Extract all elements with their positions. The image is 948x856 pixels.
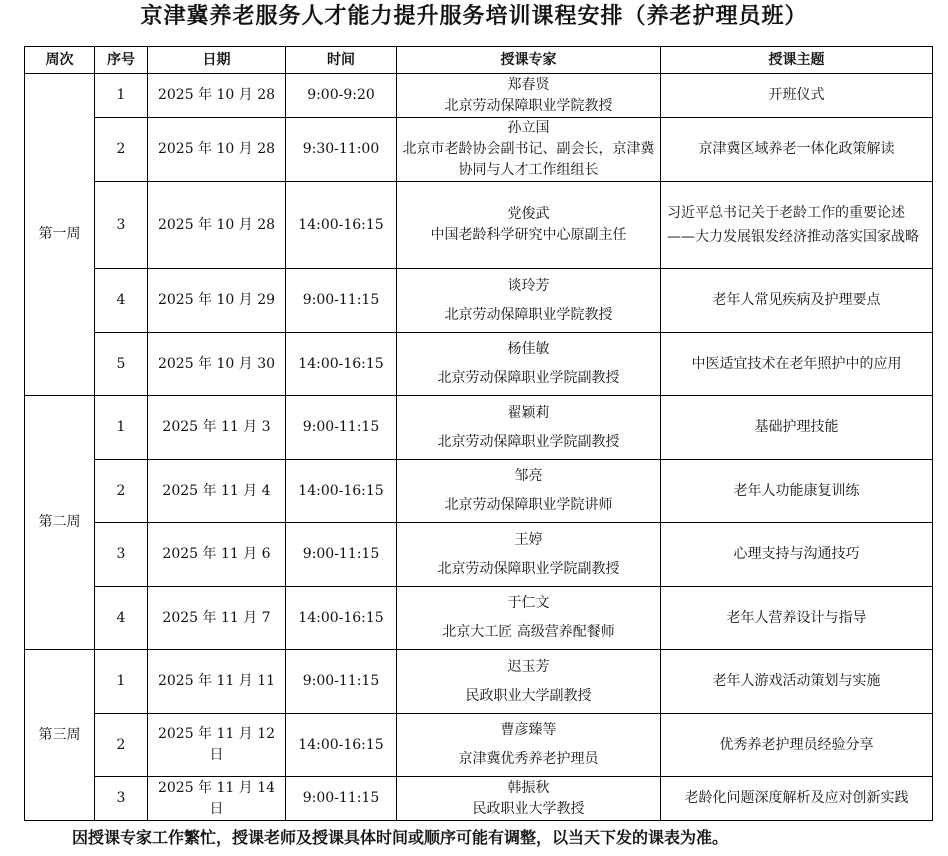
row-topic: 老年人游戏活动策划与实施 bbox=[661, 650, 933, 714]
row-expert bbox=[397, 650, 661, 714]
header-time: 时间 bbox=[286, 47, 397, 74]
row-expert bbox=[397, 118, 661, 182]
table-row bbox=[25, 523, 933, 587]
expert-name: 于仁文 bbox=[507, 595, 550, 611]
table-row bbox=[25, 777, 933, 821]
row-date: 2025 年 10 月 30 bbox=[148, 333, 286, 396]
row-topic: 老年人营养设计与指导 bbox=[661, 587, 933, 650]
row-time: 14:00-16:15 bbox=[286, 587, 397, 650]
expert-name: 杨佳敏 bbox=[507, 341, 550, 357]
row-number: 1 bbox=[95, 396, 148, 460]
row-number: 2 bbox=[95, 460, 148, 523]
table-row bbox=[25, 714, 933, 777]
week-label: 第三周 bbox=[25, 650, 95, 821]
expert-title: 北京市老龄协会副书记、副会长，京津冀协同与人才工作组组长 bbox=[402, 141, 655, 178]
expert-name: 邹亮 bbox=[514, 468, 543, 484]
row-number: 4 bbox=[95, 269, 148, 333]
row-topic: 京津冀区域养老一体化政策解读 bbox=[661, 118, 933, 182]
expert-name: 迟玉芳 bbox=[507, 658, 550, 675]
table-row bbox=[25, 333, 933, 396]
row-expert bbox=[397, 777, 661, 821]
row-time: 14:00-16:15 bbox=[286, 182, 397, 269]
row-date: 2025 年 11 月 11 bbox=[148, 650, 286, 714]
row-expert bbox=[397, 269, 661, 333]
row-number: 2 bbox=[95, 118, 148, 182]
expert-name: 党俊武 bbox=[507, 206, 550, 222]
row-date: 2025 年 11 月 4 bbox=[148, 460, 286, 523]
row-time: 14:00-16:15 bbox=[286, 460, 397, 523]
week-label: 第二周 bbox=[25, 396, 95, 650]
expert-title: 北京劳动保障职业学院教授 bbox=[444, 97, 613, 114]
row-date: 2025 年 10 月 28 bbox=[148, 182, 286, 269]
row-number: 2 bbox=[95, 714, 148, 777]
expert-name: 王婷 bbox=[514, 531, 543, 548]
row-date: 2025 年 11 月 6 bbox=[148, 523, 286, 587]
expert-name: 郑春贤 bbox=[507, 76, 550, 93]
row-topic: 中医适宜技术在老年照护中的应用 bbox=[661, 333, 933, 396]
expert-name: 韩振秋 bbox=[507, 779, 550, 796]
table-row bbox=[25, 118, 933, 182]
row-number: 1 bbox=[95, 74, 148, 118]
expert-title: 民政职业大学副教授 bbox=[465, 687, 592, 704]
row-expert bbox=[397, 74, 661, 118]
footnote: 因授课专家工作繁忙，授课老师及授课具体时间或顺序可能有调整，以当天下发的课表为准。 bbox=[72, 828, 729, 847]
expert-title: 北京劳动保障职业学院副教授 bbox=[437, 560, 620, 577]
row-expert bbox=[397, 587, 661, 650]
expert-title: 北京劳动保障职业学院副教授 bbox=[437, 433, 620, 450]
row-time: 9:00-9:20 bbox=[286, 74, 397, 118]
table-row bbox=[25, 74, 933, 118]
table-row bbox=[25, 650, 933, 714]
row-topic: 老年人功能康复训练 bbox=[661, 460, 933, 523]
row-time: 9:00-11:15 bbox=[286, 269, 397, 333]
header-topic: 授课主题 bbox=[661, 47, 933, 74]
table-row bbox=[25, 587, 933, 650]
row-date: 2025 年 10 月 29 bbox=[148, 269, 286, 333]
row-time: 9:00-11:15 bbox=[286, 777, 397, 821]
header-week: 周次 bbox=[25, 47, 95, 74]
expert-title: 北京劳动保障职业学院教授 bbox=[444, 306, 613, 323]
schedule-table bbox=[24, 46, 933, 821]
row-date: 2025 年 11 月 12 日 bbox=[148, 714, 286, 777]
row-topic: 基础护理技能 bbox=[661, 396, 933, 460]
table-row bbox=[25, 269, 933, 333]
row-time: 9:00-11:15 bbox=[286, 523, 397, 587]
expert-title: 京津冀优秀养老护理员 bbox=[458, 751, 599, 767]
expert-title: 中国老龄科学研究中心原副主任 bbox=[430, 227, 627, 243]
row-expert bbox=[397, 333, 661, 396]
row-topic: 心理支持与沟通技巧 bbox=[661, 523, 933, 587]
table-row bbox=[25, 460, 933, 523]
expert-title: 北京劳动保障职业学院讲师 bbox=[444, 497, 613, 513]
header-number: 序号 bbox=[95, 47, 148, 74]
table-row bbox=[25, 182, 933, 269]
row-date: 2025 年 10 月 28 bbox=[148, 118, 286, 182]
row-date: 2025 年 10 月 28 bbox=[148, 74, 286, 118]
row-time: 9:00-11:15 bbox=[286, 396, 397, 460]
row-topic: 老龄化问题深度解析及应对创新实践 bbox=[661, 777, 933, 821]
table-row bbox=[25, 396, 933, 460]
row-expert bbox=[397, 714, 661, 777]
header-expert: 授课专家 bbox=[397, 47, 661, 74]
expert-title: 民政职业大学教授 bbox=[472, 800, 585, 817]
expert-title: 北京劳动保障职业学院副教授 bbox=[437, 370, 620, 386]
row-expert bbox=[397, 460, 661, 523]
row-number: 3 bbox=[95, 523, 148, 587]
row-topic: 习近平总书记关于老龄工作的重要论述——大力发展银发经济推动落实国家战略 bbox=[661, 182, 933, 269]
row-number: 1 bbox=[95, 650, 148, 714]
row-topic: 开班仪式 bbox=[661, 74, 933, 118]
row-number: 5 bbox=[95, 333, 148, 396]
table-header-row bbox=[25, 47, 933, 74]
expert-name: 孙立国 bbox=[507, 120, 550, 136]
row-number: 3 bbox=[95, 182, 148, 269]
row-expert bbox=[397, 182, 661, 269]
expert-name: 翟颖莉 bbox=[507, 404, 550, 421]
row-number: 3 bbox=[95, 777, 148, 821]
row-time: 14:00-16:15 bbox=[286, 714, 397, 777]
row-topic: 老年人常见疾病及护理要点 bbox=[661, 269, 933, 333]
page-title: 京津冀养老服务人才能力提升服务培训课程安排（养老护理员班） bbox=[140, 3, 808, 29]
row-date: 2025 年 11 月 14 日 bbox=[148, 777, 286, 821]
row-time: 14:00-16:15 bbox=[286, 333, 397, 396]
week-label: 第一周 bbox=[25, 74, 95, 396]
expert-title: 北京大工匠 高级营养配餐师 bbox=[442, 624, 615, 640]
header-date: 日期 bbox=[148, 47, 286, 74]
row-date: 2025 年 11 月 7 bbox=[148, 587, 286, 650]
row-time: 9:30-11:00 bbox=[286, 118, 397, 182]
expert-name: 曹彦臻等 bbox=[500, 722, 557, 738]
row-topic: 优秀养老护理员经验分享 bbox=[661, 714, 933, 777]
row-date: 2025 年 11 月 3 bbox=[148, 396, 286, 460]
row-number: 4 bbox=[95, 587, 148, 650]
expert-name: 谈玲芳 bbox=[507, 277, 550, 294]
row-time: 9:00-11:15 bbox=[286, 650, 397, 714]
row-expert bbox=[397, 396, 661, 460]
row-expert bbox=[397, 523, 661, 587]
